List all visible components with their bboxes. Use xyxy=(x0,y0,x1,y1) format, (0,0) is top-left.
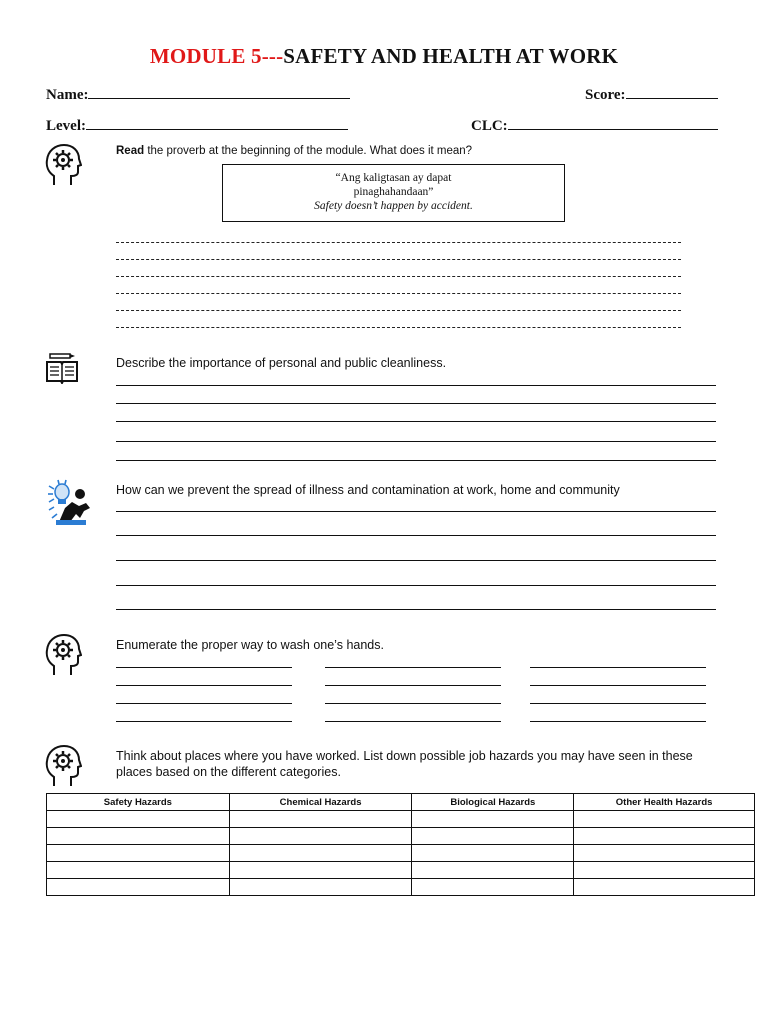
answer-line[interactable] xyxy=(325,721,501,722)
table-cell[interactable] xyxy=(229,828,412,845)
level-field[interactable] xyxy=(46,115,348,135)
question-5-line-1: Think about places where you have worked. List down possible job hazards you may have seen in these xyxy=(116,749,693,763)
answer-line[interactable] xyxy=(116,276,681,277)
proverb-english: Safety doesn’t happen by accident. xyxy=(314,200,473,212)
question-1-prompt xyxy=(116,145,472,157)
name-field[interactable] xyxy=(46,84,350,104)
proverb-box xyxy=(222,164,565,222)
name-line[interactable] xyxy=(88,84,350,99)
table-header-row xyxy=(47,794,755,811)
page-title xyxy=(0,44,768,69)
table-cell[interactable] xyxy=(47,811,230,828)
table-cell[interactable] xyxy=(229,845,412,862)
question-4-prompt: Enumerate the proper way to wash one’s hands. xyxy=(116,638,384,652)
column-header: Other Health Hazards xyxy=(574,794,755,811)
name-label: Name: xyxy=(46,87,89,103)
table-row xyxy=(47,879,755,896)
question-3-prompt: How can we prevent the spread of illness and contamination at work, home and community xyxy=(116,483,620,497)
table-cell[interactable] xyxy=(574,845,755,862)
level-line[interactable] xyxy=(86,115,348,130)
answer-line[interactable] xyxy=(325,667,501,668)
proverb-line-2: pinaghahandaan” xyxy=(353,186,434,198)
answer-line[interactable] xyxy=(325,703,501,704)
clc-label: CLC: xyxy=(471,118,508,134)
table-row xyxy=(47,828,755,845)
answer-line[interactable] xyxy=(530,667,706,668)
question-5-line-2: places based on the different categories. xyxy=(116,765,341,779)
answer-line[interactable] xyxy=(116,535,716,536)
answer-line[interactable] xyxy=(116,609,716,610)
table-cell[interactable] xyxy=(47,879,230,896)
table-cell[interactable] xyxy=(412,845,574,862)
table-cell[interactable] xyxy=(412,811,574,828)
clc-line[interactable] xyxy=(508,115,718,130)
table-cell[interactable] xyxy=(47,862,230,879)
table-cell[interactable] xyxy=(574,811,755,828)
table-row xyxy=(47,845,755,862)
book-pencil-icon xyxy=(45,352,79,384)
level-label: Level: xyxy=(46,118,86,134)
answer-line[interactable] xyxy=(116,293,681,294)
answer-line[interactable] xyxy=(116,721,292,722)
answer-line[interactable] xyxy=(530,685,706,686)
answer-line[interactable] xyxy=(116,441,716,442)
table-cell[interactable] xyxy=(412,828,574,845)
title-dashes: --- xyxy=(261,44,284,68)
table-cell[interactable] xyxy=(47,828,230,845)
table-cell[interactable] xyxy=(229,862,412,879)
read-bold: Read xyxy=(116,145,145,157)
proverb-line-1: “Ang kaligtasan ay dapat xyxy=(335,172,452,184)
column-header: Safety Hazards xyxy=(47,794,230,811)
score-field[interactable] xyxy=(585,84,718,104)
answer-line[interactable] xyxy=(325,685,501,686)
answer-line[interactable] xyxy=(116,385,716,386)
table-cell[interactable] xyxy=(47,845,230,862)
table-cell[interactable] xyxy=(412,862,574,879)
column-header: Biological Hazards xyxy=(412,794,574,811)
answer-line[interactable] xyxy=(116,403,716,404)
head-gear-icon xyxy=(44,633,82,677)
answer-line[interactable] xyxy=(530,721,706,722)
answer-line[interactable] xyxy=(116,327,681,328)
module-number: MODULE 5 xyxy=(149,44,262,68)
score-line[interactable] xyxy=(626,84,718,99)
table-row xyxy=(47,811,755,828)
question-5-prompt xyxy=(116,748,693,780)
answer-line[interactable] xyxy=(116,511,716,512)
question-1-text: the proverb at the beginning of the module. What does it mean? xyxy=(144,145,473,157)
answer-line[interactable] xyxy=(116,703,292,704)
answer-line[interactable] xyxy=(116,310,681,311)
idea-runner-icon xyxy=(46,478,98,526)
table-row xyxy=(47,862,755,879)
table-cell[interactable] xyxy=(574,879,755,896)
table-cell[interactable] xyxy=(229,811,412,828)
answer-line[interactable] xyxy=(116,685,292,686)
column-header: Chemical Hazards xyxy=(229,794,412,811)
question-2-prompt: Describe the importance of personal and public cleanliness. xyxy=(116,356,447,370)
score-label: Score: xyxy=(585,87,626,103)
answer-line[interactable] xyxy=(530,703,706,704)
table-cell[interactable] xyxy=(412,879,574,896)
head-gear-icon xyxy=(44,744,82,788)
answer-line[interactable] xyxy=(116,242,681,243)
answer-line[interactable] xyxy=(116,560,716,561)
answer-line[interactable] xyxy=(116,421,716,422)
answer-line[interactable] xyxy=(116,585,716,586)
hazards-table xyxy=(46,793,755,896)
answer-line[interactable] xyxy=(116,667,292,668)
answer-line[interactable] xyxy=(116,259,681,260)
module-title: SAFETY AND HEALTH AT WORK xyxy=(283,44,619,68)
answer-line[interactable] xyxy=(116,460,716,461)
table-cell[interactable] xyxy=(574,862,755,879)
clc-field[interactable] xyxy=(471,115,718,135)
table-cell[interactable] xyxy=(574,828,755,845)
table-cell[interactable] xyxy=(229,879,412,896)
head-gear-icon xyxy=(44,143,82,187)
